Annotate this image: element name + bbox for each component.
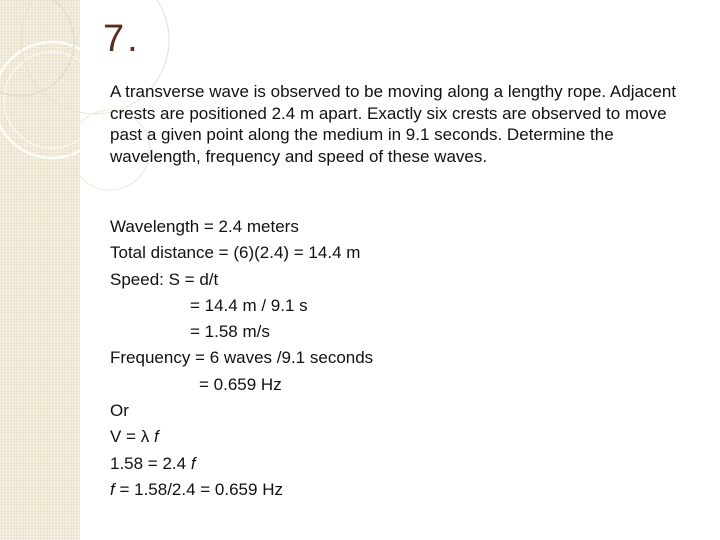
wave-equation-line [110, 424, 670, 450]
wave-equation-prefix: V = λ [110, 427, 154, 447]
slide-title: 7. [103, 18, 141, 60]
wavelength-line: Wavelength = 2.4 meters [110, 217, 299, 236]
speed-formula-line: Speed: S = d/t [110, 269, 219, 289]
frequency-symbol: f [153, 427, 159, 447]
frequency-result-line: = 0.659 Hz [199, 374, 282, 394]
solution-block [110, 214, 670, 503]
total-distance-line: Total distance = (6)(2.4) = 14.4 m [110, 243, 361, 263]
final-answer-value: = 1.58/2.4 = 0.659 Hz [114, 479, 283, 499]
question-text: A transverse wave is observed to be moving along a lengthy rope. Adjacent crests are positioned 2.4 m apart. Exactly six crests are observed to move past a given point along the medium in 9.1 seconds. Determine the wavelength, frequency and speed of these waves. [110, 82, 677, 166]
frequency-line: Frequency = 6 waves /9.1 seconds [110, 348, 374, 368]
substitution-prefix: 1.58 = 2.4 [110, 453, 191, 473]
frequency-symbol: f [190, 453, 196, 473]
speed-result-line: = 1.58 m/s [190, 322, 270, 342]
or-line: Or [110, 401, 129, 421]
final-answer-line [110, 477, 670, 503]
frequency-symbol: f [110, 479, 115, 499]
speed-substitution-line: = 14.4 m / 9.1 s [190, 295, 308, 315]
substitution-line [110, 451, 670, 477]
